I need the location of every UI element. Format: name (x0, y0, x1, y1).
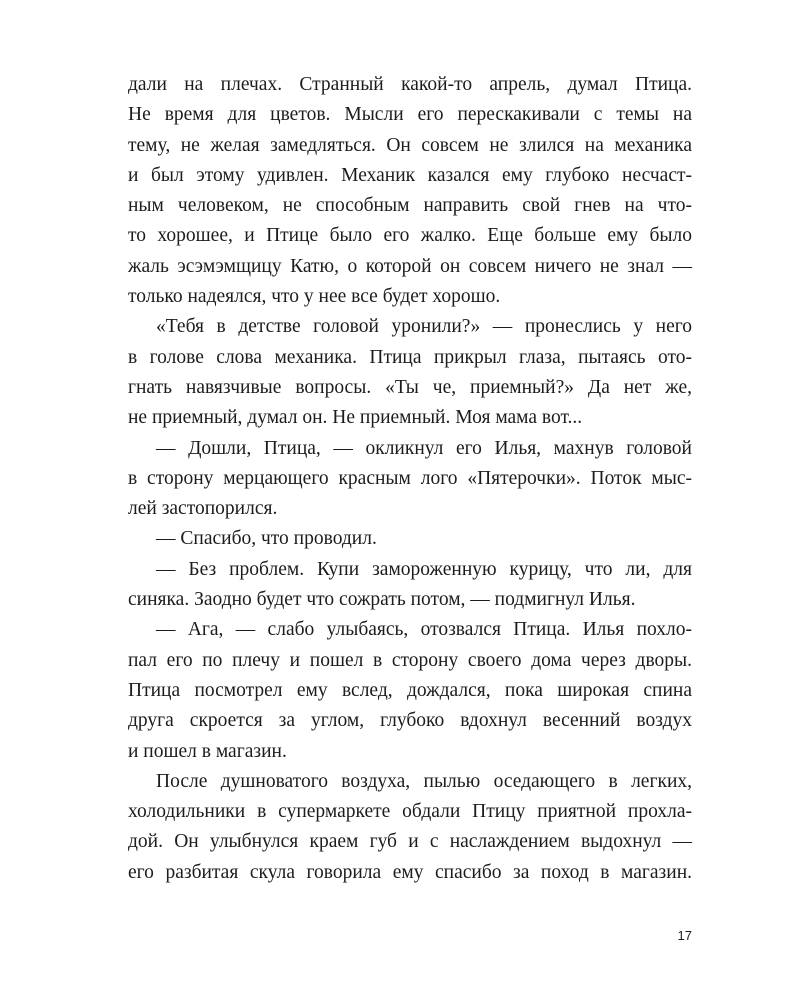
text-line: — Ага, — слабо улыбаясь, отозвался Птица. Илья похло- (156, 619, 692, 641)
text-line: друга скроется за углом, глубоко вдохнул весенний воздух (128, 710, 692, 732)
page-number: 17 (677, 928, 692, 943)
text-line: Не время для цветов. Мысли его перескакивали с темы на (128, 104, 692, 126)
text-line: в сторону мерцающего красным лого «Пятерочки». Поток мыс- (128, 467, 692, 489)
text-line: лей застопорился. (128, 498, 278, 520)
text-line: «Тебя в детстве головой уронили?» — пронеслись у него (156, 316, 692, 338)
text-line: пал его по плечу и пошел в сторону своего дома через дворы. (128, 649, 692, 671)
text-line: в голове слова механика. Птица прикрыл глаза, пытаясь ото- (128, 346, 692, 368)
text-line: синяка. Заодно будет что сожрать потом, — подмигнул Илья. (128, 589, 636, 611)
text-line: только надеялся, что у нее все будет хорошо. (128, 286, 501, 308)
text-line: — Дошли, Птица, — окликнул его Илья, махнув головой (156, 437, 692, 459)
text-line: его разбитая скула говорила ему спасибо за поход в магазин. (128, 861, 692, 883)
text-line: дой. Он улыбнулся краем губ и с наслаждением выдохнул — (128, 831, 692, 853)
text-line: то хорошее, и Птице было его жалко. Еще больше ему было (128, 225, 692, 247)
text-line: ным человеком, не способным направить свой гнев на что- (128, 195, 692, 217)
text-line: гнать навязчивые вопросы. «Ты че, приемный?» Да нет же, (128, 376, 692, 398)
text-line: — Без проблем. Купи замороженную курицу, что ли, для (156, 558, 692, 580)
text-line: — Спасибо, что проводил. (156, 528, 377, 550)
text-line: жаль эсэмэмщицу Катю, о которой он совсем ничего не знал — (128, 255, 692, 277)
body-text (128, 70, 692, 888)
text-line: Птица посмотрел ему вслед, дождался, пока широкая спина (128, 679, 692, 701)
text-line: и пошел в магазин. (128, 740, 287, 762)
text-line: После душноватого воздуха, пылью оседающего в легких, (156, 770, 692, 792)
text-line: и был этому удивлен. Механик казался ему глубоко несчаст- (128, 164, 692, 186)
text-line: тему, не желая замедляться. Он совсем не злился на механика (128, 134, 692, 156)
text-line: не приемный, думал он. Не приемный. Моя мама вот... (128, 407, 583, 429)
text-line: холодильники в супермаркете обдали Птицу приятной прохла- (128, 801, 692, 823)
text-line: дали на плечах. Странный какой-то апрель, думал Птица. (128, 74, 692, 95)
